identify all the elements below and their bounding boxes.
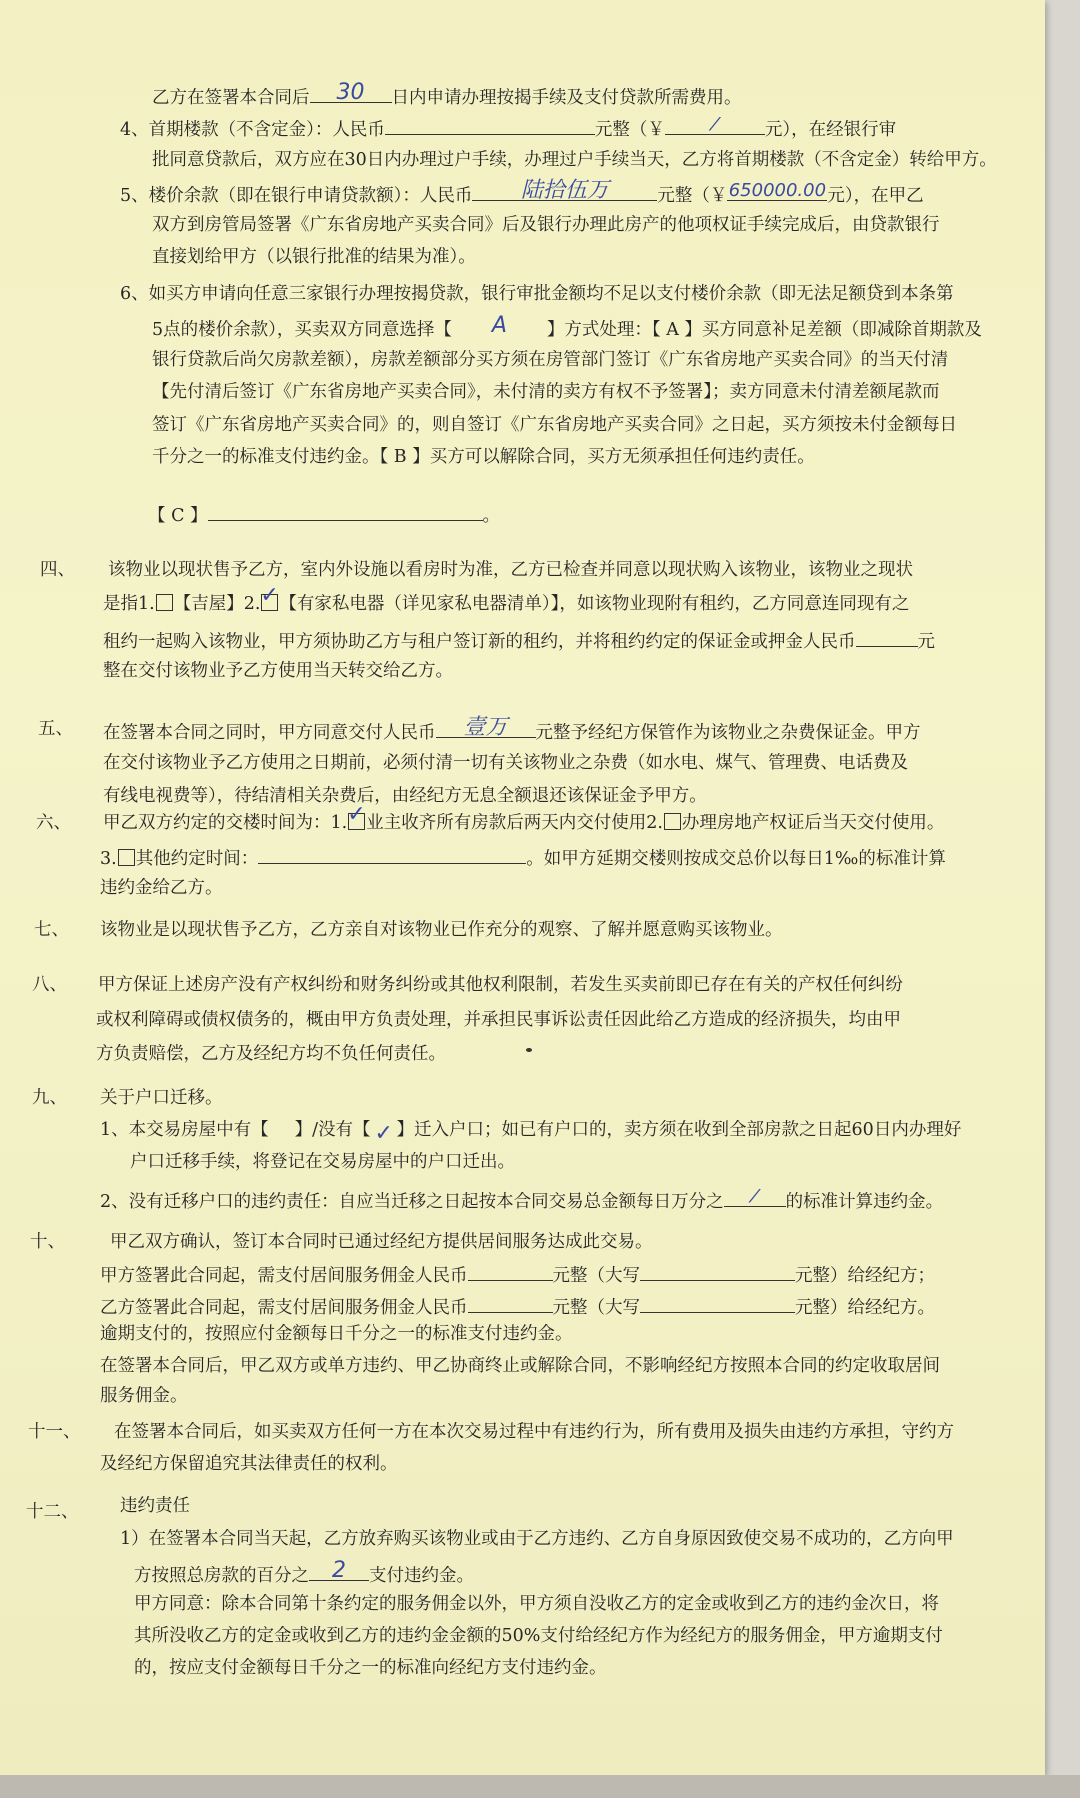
balance-number-blank — [727, 180, 827, 201]
section-6-line-2: 3. 其他约定时间： 。如甲方延期交楼则按成交总价以每日1‰的标准计算 — [100, 843, 946, 871]
section-4-line-3: 租约一起购入该物业，甲方须协助乙方与租户签订新的租约，并将租约约定的保证金或押金人民币 元 — [103, 626, 935, 654]
clause-5-line-2: 双方到房管局签署《广东省房地产买卖合同》后及银行办理此房产的他项权证手续完成后，由贷款银行 — [152, 215, 940, 235]
handwritten-choice: A — [491, 313, 507, 338]
table-surface — [0, 1775, 1080, 1798]
penalty-percent-blank — [309, 1560, 369, 1581]
clause-6-line-3: 银行贷款后尚欠房款差额），房款差额部分买方须在房管部门签订《广东省房地产买卖合同》的当天付清 — [152, 350, 949, 370]
section-9-line-3: 2、没有迁移户口的违约责任：自应当迁移之日起按本合同交易总金额每日万分之 ⁄ 的标准计算违约金。 — [100, 1186, 944, 1212]
handwritten-days: 30 — [336, 80, 365, 105]
clause-6-option-c: 【 C 】 。 — [148, 500, 500, 528]
furnished-checkbox — [260, 583, 279, 611]
section-12-line-1: 1）在签署本合同当天起，乙方放弃购买该物业或由于乙方违约、乙方自身原因致使交易不成功的，乙方向甲 — [120, 1529, 954, 1549]
party-a-commission-words-blank — [640, 1260, 795, 1281]
clause-6-line-5: 签订《广东省房地产买卖合同》的，则自签订《广东省房地产买卖合同》之日起，买方须按未付金额每日 — [152, 415, 957, 435]
section-12-title: 违约责任 — [120, 1496, 190, 1516]
party-b-commission-words-blank — [640, 1292, 795, 1313]
handwritten-balance-words: 陆拾伍万 — [520, 178, 609, 203]
section-5-number: 五、 — [38, 719, 73, 739]
section-4-number: 四、 — [40, 560, 75, 580]
section-10-line-1: 甲乙双方确认，签订本合同时已通过经纪方提供居间服务达成此交易。 — [110, 1232, 653, 1252]
ink-dot — [526, 1048, 532, 1052]
section-8-line-3: 方负责赔偿，乙方及经纪方均不负任何责任。 — [96, 1044, 446, 1064]
party-a-commission-blank — [468, 1260, 553, 1281]
section-12-number: 十二、 — [26, 1502, 79, 1522]
section-9-line-2: 户口迁移手续，将登记在交易房屋中的户口迁出。 — [130, 1152, 515, 1172]
section-10-number: 十、 — [30, 1232, 65, 1252]
days-blank — [310, 82, 392, 103]
clause-5-line-3: 直接划给甲方（以银行批准的结果为准）。 — [152, 247, 476, 267]
section-12-line-5: 的，按应支付金额每日千分之一的标准向经纪方支付违约金。 — [134, 1658, 607, 1678]
vacant-checkbox — [156, 594, 173, 611]
down-payment-words-blank — [385, 114, 595, 135]
check-mark-icon: ✓ — [260, 583, 279, 608]
section-4-line-4: 整在交付该物业予乙方使用当天转交给乙方。 — [103, 661, 453, 681]
section-10-line-6: 服务佣金。 — [100, 1386, 188, 1406]
section-5-line-1: 在签署本合同之同时，甲方同意交付人民币 壹万 元整予经纪方保管作为该物业之杂费保证金。甲方 — [103, 715, 921, 743]
section-12-line-2: 方按照总房款的百分之 2 支付违约金。 — [134, 1558, 474, 1586]
party-b-commission-blank — [468, 1292, 553, 1313]
check-mark-icon: ✓ — [347, 802, 366, 827]
section-4-line-2: 是指1. 【吉屋】2. ✓ 【有家私电器（详见家私电器清单）】，如该物业现附有租约，乙方同意连同现有之 — [103, 583, 910, 614]
section-10-line-5: 在签署本合同后，甲乙双方或单方违约、甲乙协商终止或解除合同，不影响经纪方按照本合同的约定收取居间 — [100, 1356, 940, 1376]
handover-option-3-checkbox — [118, 849, 135, 866]
clause-6-line-2: 5点的楼价余款），买卖双方同意选择【 A 】方式处理：【 A 】买方同意补足差额（即减除首期款及 — [152, 313, 982, 340]
penalty-rate-blank: ⁄ — [724, 1186, 786, 1207]
section-11-line-2: 及经纪方保留追究其法律责任的权利。 — [100, 1454, 398, 1474]
clause-4-line-2: 批同意贷款后，双方应在30日内办理过户手续，办理过户手续当天，乙方将首期楼款（不含定金）转给甲方。 — [152, 150, 997, 170]
section-12-line-3: 甲方同意：除本合同第十条约定的服务佣金以外，甲方须自没收乙方的定金或收到乙方的违约金次日，将 — [134, 1594, 939, 1614]
handover-option-2-checkbox — [664, 813, 681, 830]
section-4-line-1: 该物业以现状售予乙方，室内外设施以看房时为准，乙方已检查并同意以现状购入该物业，该物业之现状 — [108, 560, 913, 580]
clause-6-line-4: 【先付清后签订《广东省房地产买卖合同》，未付清的卖方有权不予签署】；卖方同意未付清差额尾款而 — [152, 382, 940, 402]
section-5-line-2: 在交付该物业予乙方使用之日期前，必须付清一切有关该物业之杂费（如水电、煤气、管理费、电话费及 — [103, 753, 908, 773]
misc-fee-deposit-blank — [436, 717, 536, 738]
balance-words-blank — [472, 180, 657, 201]
section-9-line-1: 1、本交易房屋中有【 】/没有【 ✓ 】迁入户口；如已有户口的，卖方须在收到全部房款之日起60日内办理好 — [100, 1120, 962, 1146]
section-7-line-1: 该物业是以现状售予乙方，乙方亲自对该物业已作充分的观察、了解并愿意购买该物业。 — [100, 920, 783, 940]
section-10-line-2: 甲方签署此合同起，需支付居间服务佣金人民币 元整（大写 元整）给经纪方； — [100, 1260, 935, 1288]
section-11-line-1: 在签署本合同后，如买卖双方任何一方在本次交易过程中有违约行为，所有费用及损失由违约方承担，守约方 — [114, 1422, 954, 1442]
handover-option-1-checkbox — [347, 802, 366, 830]
option-c-blank — [208, 500, 483, 521]
clause-6-line-6: 千分之一的标准支付违约金。【 B 】买方可以解除合同，买方无须承担任何违约责任。 — [152, 447, 815, 467]
section-5-line-3: 有线电视费等），待结清相关杂费后，由经纪方无息全额退还该保证金予甲方。 — [103, 786, 707, 806]
clause-4-line-1: 4、首期楼款（不含定金）：人民币 元整（￥ ⁄ 元），在经银行审 — [120, 114, 897, 140]
deposit-blank — [856, 626, 918, 647]
section-10-line-4: 逾期支付的，按照应付金额每日千分之一的标准支付违约金。 — [100, 1324, 573, 1344]
section-12-line-4: 其所没收乙方的定金或收到乙方的违约金金额的50%支付给经纪方作为经纪方的服务佣金，甲方逾期支付 — [134, 1626, 943, 1646]
clause-5-line-1: 5、楼价余款（即在银行申请贷款额）：人民币 陆拾伍万 元整（￥ 650000.00 元），在甲乙 — [120, 178, 924, 206]
check-mark-icon: ✓ — [374, 1121, 393, 1146]
section-9-title: 关于户口迁移。 — [100, 1088, 223, 1108]
section-10-line-3: 乙方签署此合同起，需支付居间服务佣金人民币 元整（大写 元整）给经纪方。 — [100, 1292, 935, 1320]
handwritten-percent: 2 — [332, 1558, 346, 1583]
loan-application-line: 乙方在签署本合同后 30 日内申请办理按揭手续及支付贷款所需费用。 — [152, 80, 742, 108]
handwritten-misc-deposit: 壹万 — [463, 715, 508, 740]
section-9-number: 九、 — [32, 1088, 67, 1108]
down-payment-number-blank: ⁄ — [665, 114, 765, 135]
section-6-line-1: 甲乙双方约定的交楼时间为：1. ✓ 业主收齐所有房款后两天内交付使用2. 办理房地产权证后当天交付使用。 — [103, 802, 945, 833]
section-7-number: 七、 — [34, 920, 69, 940]
handwritten-balance-number: 650000.00 — [728, 180, 827, 201]
section-8-line-1: 甲方保证上述房产没有产权纠纷和财务纠纷或其他权利限制，若发生买卖前即已存在有关的产权任何纠纷 — [98, 975, 903, 995]
section-8-number: 八、 — [32, 975, 67, 995]
section-11-number: 十一、 — [28, 1422, 81, 1442]
section-8-line-2: 或权利障碍或债权债务的，概由甲方负责处理，并承担民事诉讼责任因此给乙方造成的经济损失，均由甲 — [96, 1010, 901, 1030]
choice-blank — [452, 313, 547, 338]
section-6-line-3: 违约金给乙方。 — [100, 878, 223, 898]
section-6-number: 六、 — [36, 813, 71, 833]
clause-6-line-1: 6、如买方申请向任意三家银行办理按揭贷款，银行审批金额均不足以支付楼价余款（即无法足额贷到本条第 — [120, 284, 954, 304]
other-time-blank — [258, 843, 526, 864]
